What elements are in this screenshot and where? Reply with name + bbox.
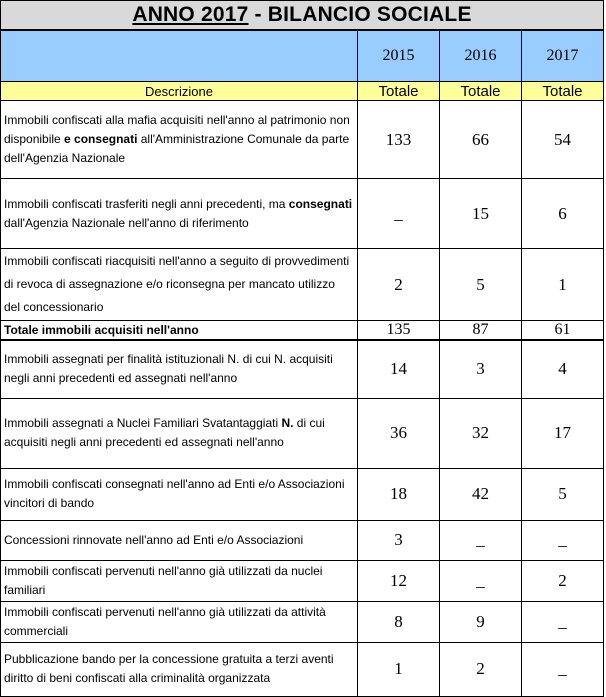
table-row — [1, 249, 604, 321]
value-2017: 6 — [522, 179, 604, 249]
row-description: Immobili confiscati pervenuti nell'anno già utilizzati da attività commerciali — [1, 601, 358, 642]
total-2015: 135 — [358, 321, 440, 341]
subheader-row — [1, 82, 604, 101]
value-2016: 5 — [440, 249, 522, 321]
value-2015: 18 — [358, 468, 440, 520]
table-row — [1, 520, 604, 560]
value-2017: _ — [522, 642, 604, 696]
value-2017: 2 — [522, 560, 604, 601]
value-2015: 1 — [358, 642, 440, 696]
value-2016: 32 — [440, 398, 522, 468]
value-2015: 8 — [358, 601, 440, 642]
page-title — [0, 0, 604, 30]
row-description: Immobili assegnati a Nuclei Familiari Svatantaggiati N. di cui acquisiti negli anni precedenti ed assegnati nell'anno — [1, 398, 358, 468]
year-2016-header: 2016 — [440, 31, 522, 82]
value-2016: 15 — [440, 179, 522, 249]
value-2017: 54 — [522, 101, 604, 179]
social-balance-table — [0, 30, 604, 697]
table-row — [1, 560, 604, 601]
value-2015: 133 — [358, 101, 440, 179]
value-2015: _ — [358, 179, 440, 249]
row-description: Immobili confiscati pervenuti nell'anno già utilizzati da nuclei familiari — [1, 560, 358, 601]
value-2015: 3 — [358, 520, 440, 560]
value-2017: _ — [522, 520, 604, 560]
row-description: Concessioni rinnovate nell'anno ad Enti e/o Associazioni — [1, 520, 358, 560]
value-2016: 2 — [440, 642, 522, 696]
value-2017: 4 — [522, 340, 604, 398]
title-year: ANNO 2017 — [132, 3, 249, 26]
value-2015: 12 — [358, 560, 440, 601]
total-header-2015: Totale — [358, 82, 440, 101]
value-2016: 3 — [440, 340, 522, 398]
value-2017: 1 — [522, 249, 604, 321]
value-2016: 9 — [440, 601, 522, 642]
table-row — [1, 398, 604, 468]
value-2015: 36 — [358, 398, 440, 468]
table-row — [1, 340, 604, 398]
year-2015-header: 2015 — [358, 31, 440, 82]
table-row — [1, 601, 604, 642]
table-row — [1, 642, 604, 696]
value-2016: _ — [440, 560, 522, 601]
total-row — [1, 321, 604, 341]
total-2017: 61 — [522, 321, 604, 341]
description-header: Descrizione — [1, 82, 358, 101]
title-text: - BILANCIO SOCIALE — [248, 3, 472, 26]
total-header-2016: Totale — [440, 82, 522, 101]
value-2015: 14 — [358, 340, 440, 398]
table-row — [1, 468, 604, 520]
year-header-row — [1, 31, 604, 82]
total-description: Totale immobili acquisiti nell'anno — [1, 321, 358, 341]
value-2016: 42 — [440, 468, 522, 520]
row-description: Immobili confiscati alla mafia acquisiti nell'anno al patrimonio non disponibile e consegnati all'Amministrazione Comunale da parte dell'Agenzia Nazionale — [1, 101, 358, 179]
total-2016: 87 — [440, 321, 522, 341]
value-2017: 17 — [522, 398, 604, 468]
value-2016: _ — [440, 520, 522, 560]
value-2017: _ — [522, 601, 604, 642]
row-description: Immobili confiscati consegnati nell'anno ad Enti e/o Associazioni vincitori di bando — [1, 468, 358, 520]
header-blank-cell — [1, 31, 358, 82]
value-2015: 2 — [358, 249, 440, 321]
value-2016: 66 — [440, 101, 522, 179]
row-description: Pubblicazione bando per la concessione gratuita a terzi aventi diritto di beni confiscati alla criminalità organizzata — [1, 642, 358, 696]
row-description: Immobili confiscati trasferiti negli anni precedenti, ma consegnati dall'Agenzia Nazionale nell'anno di riferimento — [1, 179, 358, 249]
table-row — [1, 179, 604, 249]
total-header-2017: Totale — [522, 82, 604, 101]
row-description: Immobili assegnati per finalità istituzionali N. di cui N. acquisiti negli anni precedenti ed assegnati nell'anno — [1, 340, 358, 398]
table-row — [1, 101, 604, 179]
row-description: Immobili confiscati riacquisiti nell'anno a seguito di provvedimenti di revoca di assegnazione e/o riconsegna per mancato utilizzo del concessionario — [1, 249, 358, 321]
value-2017: 5 — [522, 468, 604, 520]
year-2017-header: 2017 — [522, 31, 604, 82]
